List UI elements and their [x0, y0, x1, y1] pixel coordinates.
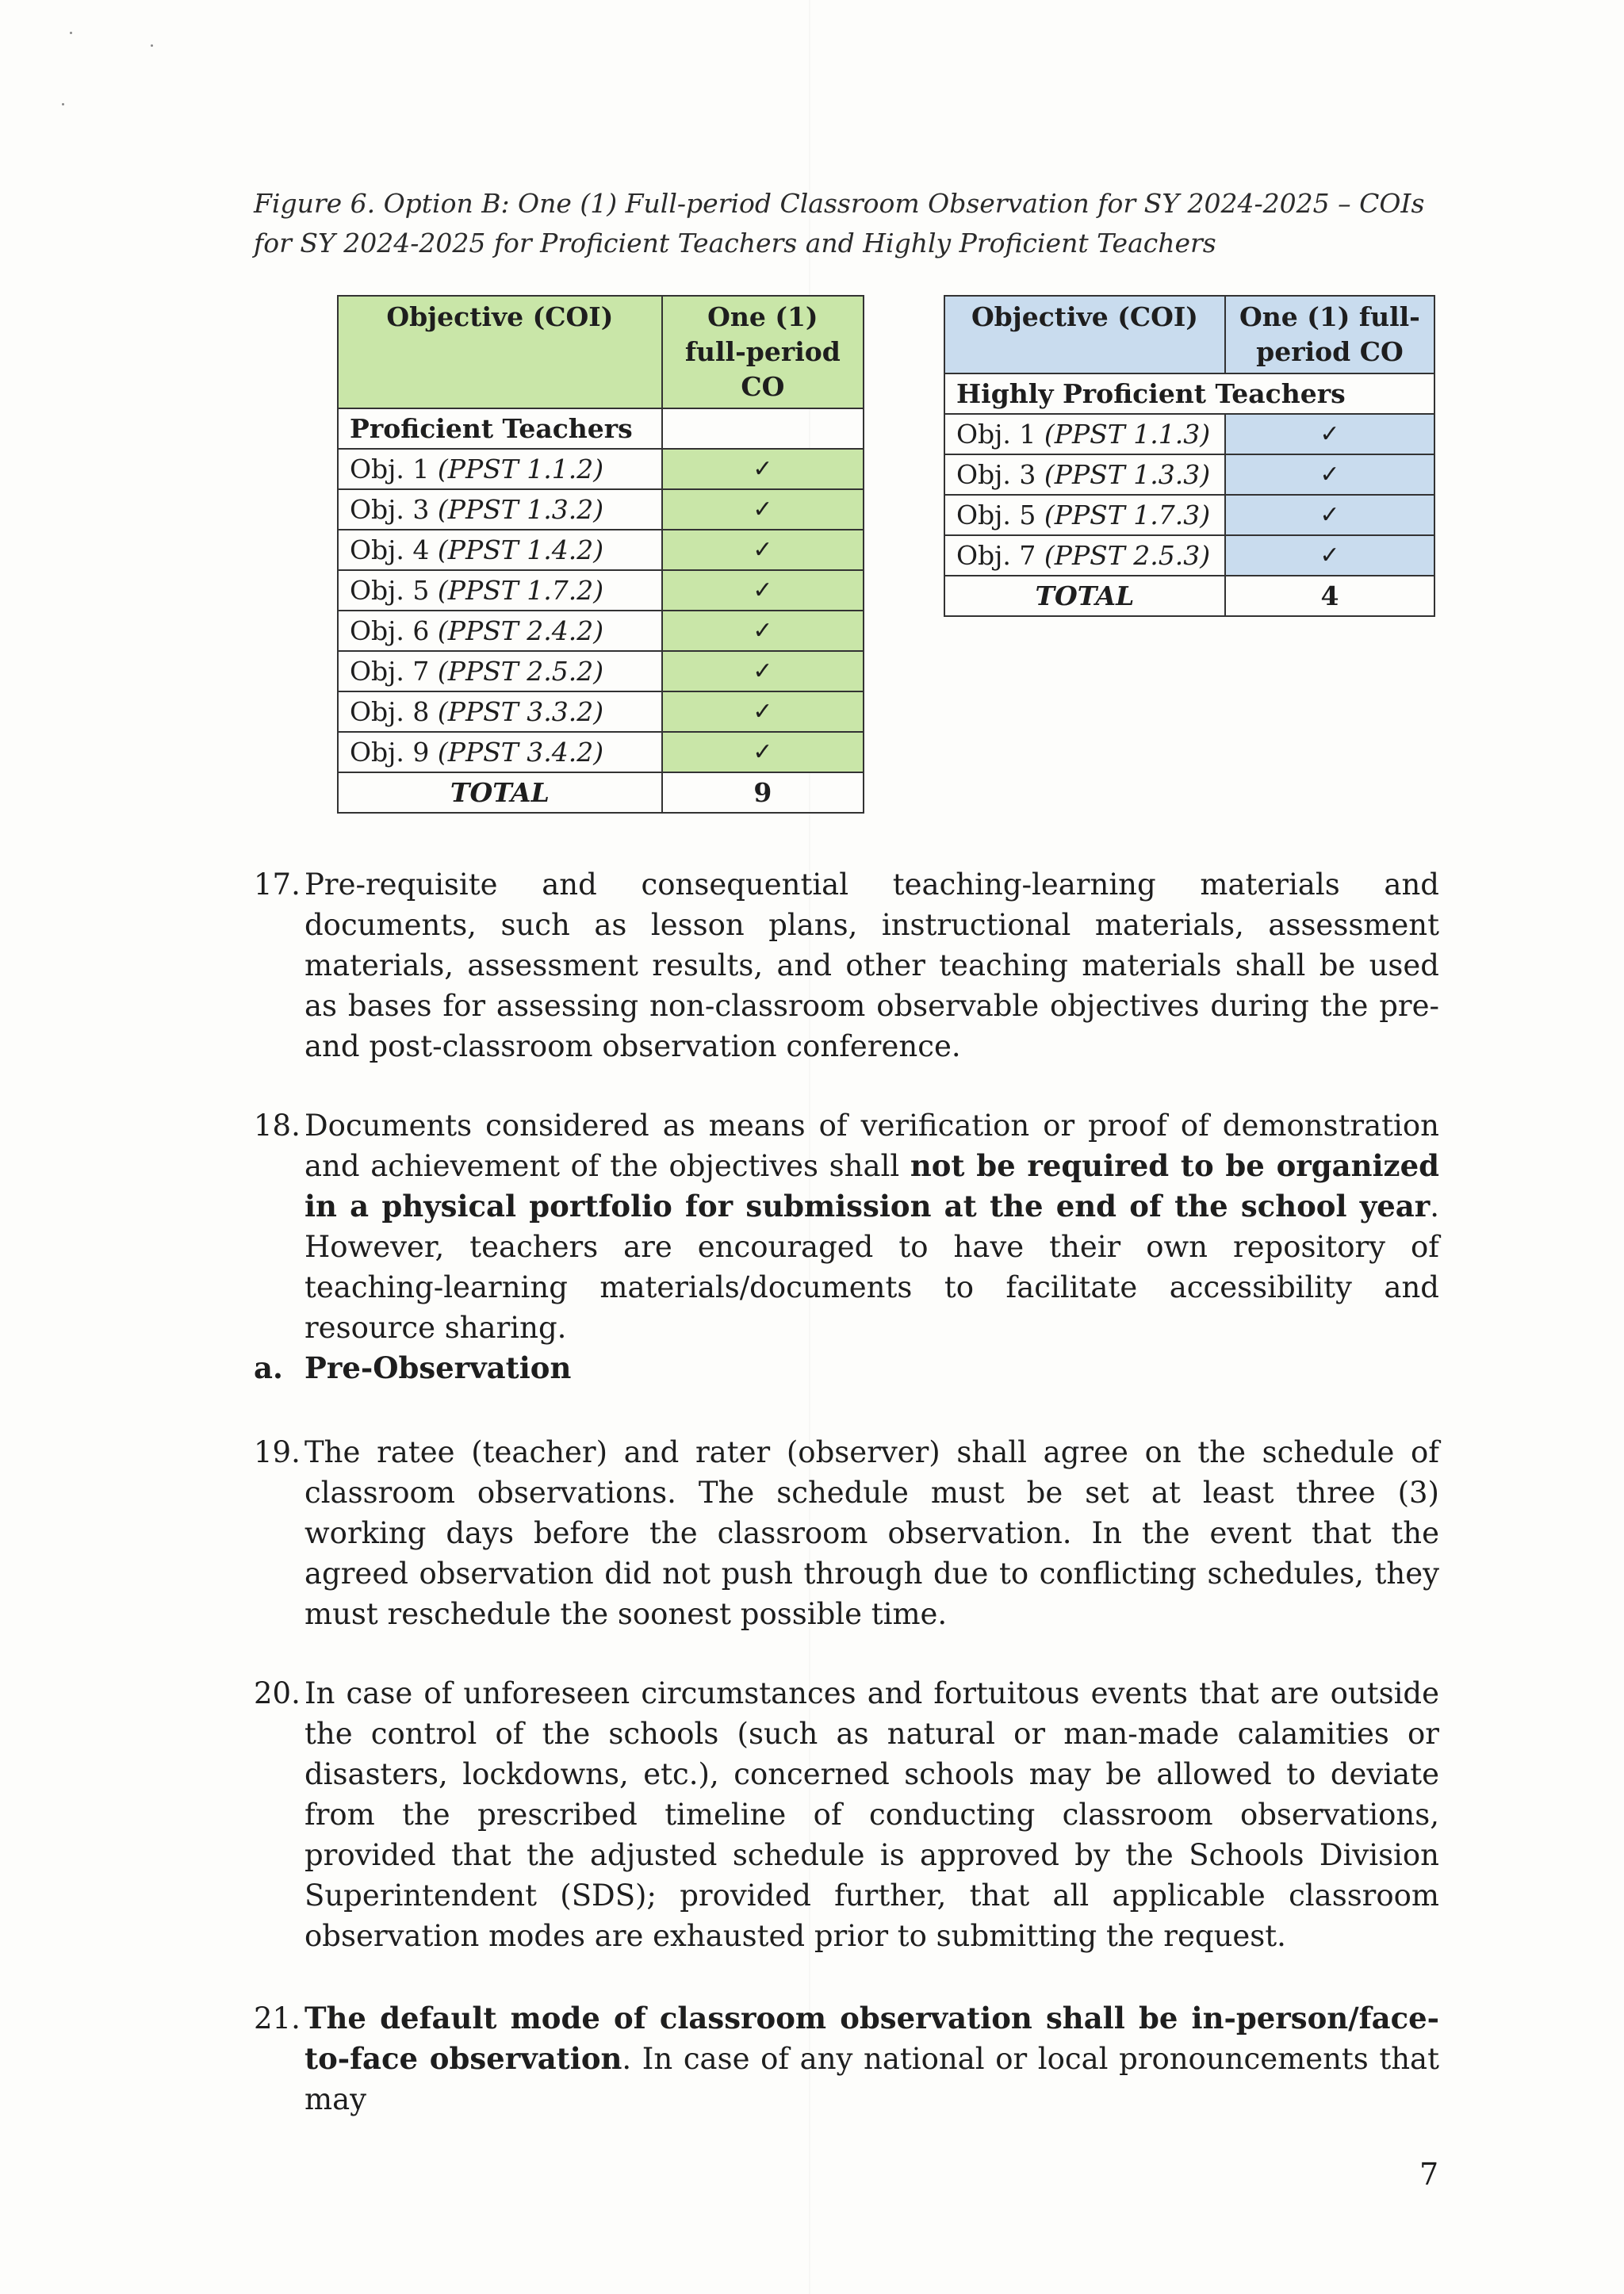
paragraph-18 [254, 1105, 1439, 1348]
check-icon: ✓ [662, 732, 864, 772]
scan-speck [151, 44, 153, 47]
table-row [944, 495, 1434, 535]
objective-cell: Obj. 6 (PPST 2.4.2) [338, 611, 662, 651]
check-icon: ✓ [662, 489, 864, 530]
table-row [338, 449, 864, 489]
paragraph-number: 20. [254, 1676, 301, 1710]
bold-emphasis: The default mode of classroom observation shall be in-person/face-to-face observation [304, 2001, 1439, 2076]
check-icon: ✓ [1225, 495, 1434, 535]
paragraph-number: 21. [254, 2001, 301, 2035]
objective-cell: Obj. 8 (PPST 3.3.2) [338, 691, 662, 732]
scan-speck [70, 32, 72, 34]
group-label: Proficient Teachers [338, 408, 662, 449]
objective-cell: Obj. 1 (PPST 1.1.3) [944, 414, 1225, 454]
table-row [338, 530, 864, 570]
check-icon: ✓ [1225, 454, 1434, 495]
paragraph-text: Documents considered as means of verification or proof of demonstration and achievement of the objectives shall not be required to be organized in a physical portfolio for submission at the end of the school year. However, teachers are encouraged to have their own repository of teaching-learning materials/documents to facilitate accessibility and resource sharing. [304, 1109, 1439, 1345]
objective-cell: Obj. 4 (PPST 1.4.2) [338, 530, 662, 570]
paragraph-text: The ratee (teacher) and rater (observer) shall agree on the schedule of classroom observations. The schedule must be set at least three (3) working days before the classroom observation. In the event that the agreed observation did not push through due to conflicting schedules, they must reschedule the soonest possible time. [304, 1435, 1439, 1631]
table-row [944, 454, 1434, 495]
caption-line-2: for SY 2024-2025 for Proficient Teachers and Highly Proficient Teachers [254, 228, 1216, 259]
proficient-teachers-table [337, 295, 864, 814]
group-row [944, 373, 1434, 414]
total-value: 9 [662, 772, 864, 813]
header-objective: Objective (COI) [944, 296, 1225, 373]
group-row [338, 408, 864, 449]
table-row [338, 489, 864, 530]
table-row [338, 651, 864, 691]
table-row [338, 611, 864, 651]
section-title: Pre-Observation [304, 1350, 572, 1385]
total-label: TOTAL [944, 576, 1225, 616]
table-header-row [338, 296, 864, 408]
objective-cell: Obj. 3 (PPST 1.3.2) [338, 489, 662, 530]
total-row [338, 772, 864, 813]
header-objective: Objective (COI) [338, 296, 662, 408]
paragraph-20 [254, 1673, 1439, 1956]
check-icon: ✓ [662, 611, 864, 651]
check-icon: ✓ [1225, 535, 1434, 576]
header-co: One (1) full-period CO [1225, 296, 1434, 373]
paragraph-21 [254, 1998, 1439, 2120]
table-row [338, 691, 864, 732]
section-letter: a. [254, 1350, 283, 1385]
check-icon: ✓ [662, 530, 864, 570]
paragraph-number: 19. [254, 1435, 301, 1469]
table-row [944, 535, 1434, 576]
scan-speck [62, 103, 64, 105]
total-row [944, 576, 1434, 616]
paragraph-17 [254, 864, 1439, 1067]
paragraph-text: Pre-requisite and consequential teaching-learning materials and documents, such as lesson plans, instructional materials, assessment materials, assessment results, and other teaching materials shall be used as bases for assessing non-classroom observable objectives during the pre- and post-classroom observation conference. [304, 867, 1439, 1063]
page-number: 7 [1419, 2157, 1439, 2192]
table-row [338, 732, 864, 772]
table-row [944, 414, 1434, 454]
total-label: TOTAL [338, 772, 662, 813]
paragraph-19 [254, 1432, 1439, 1634]
group-label: Highly Proficient Teachers [944, 373, 1434, 414]
paragraph-text: In case of unforeseen circumstances and fortuitous events that are outside the control of the schools (such as natural or man-made calamities or disasters, lockdowns, etc.), concerned schools may be allowed to deviate from the prescribed timeline of conducting classroom observations, provided that the adjusted schedule is approved by the Schools Division Superintendent (SDS); provided further, that all applicable classroom observation modes are exhausted prior to submitting the request. [304, 1676, 1439, 1953]
objective-cell: Obj. 1 (PPST 1.1.2) [338, 449, 662, 489]
table-header-row [944, 296, 1434, 373]
caption-line-1: Figure 6. Option B: One (1) Full-period Classroom Observation for SY 2024-2025 – COIs [254, 188, 1425, 219]
paragraph-number: 18. [254, 1109, 301, 1143]
paragraph-text: The default mode of classroom observation shall be in-person/face-to-face observation. In case of any national or local pronouncements that may [304, 2001, 1439, 2116]
objective-cell: Obj. 7 (PPST 2.5.2) [338, 651, 662, 691]
table-row [338, 570, 864, 611]
check-icon: ✓ [662, 651, 864, 691]
objective-cell: Obj. 9 (PPST 3.4.2) [338, 732, 662, 772]
objective-cell: Obj. 3 (PPST 1.3.3) [944, 454, 1225, 495]
header-co: One (1) full-period CO [662, 296, 864, 408]
check-icon: ✓ [662, 570, 864, 611]
check-icon: ✓ [1225, 414, 1434, 454]
figure-caption [254, 184, 1443, 263]
highly-proficient-teachers-table [944, 295, 1435, 617]
section-heading-pre-observation [254, 1348, 571, 1388]
paragraph-number: 17. [254, 867, 301, 902]
group-empty-cell [662, 408, 864, 449]
objective-cell: Obj. 5 (PPST 1.7.2) [338, 570, 662, 611]
objective-cell: Obj. 5 (PPST 1.7.3) [944, 495, 1225, 535]
check-icon: ✓ [662, 691, 864, 732]
check-icon: ✓ [662, 449, 864, 489]
objective-cell: Obj. 7 (PPST 2.5.3) [944, 535, 1225, 576]
bold-emphasis: not be required to be organized in a physical portfolio for submission at the end of the school year [304, 1148, 1439, 1224]
total-value: 4 [1225, 576, 1434, 616]
